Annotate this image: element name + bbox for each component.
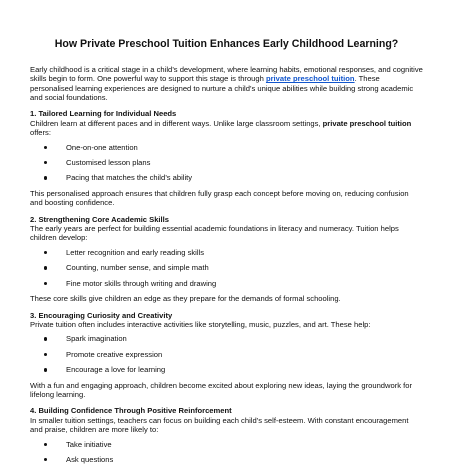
section-lead: Private tuition often includes interactive activities like storytelling, music, puzzles, and art. These help: bbox=[30, 319, 371, 329]
section-closing: With a fun and engaging approach, children become excited about exploring new ideas, laying the groundwork for lifelong learning. bbox=[30, 380, 413, 399]
list-item bbox=[66, 263, 423, 272]
section-heading: 2. Strengthening Core Academic Skills bbox=[30, 214, 169, 224]
list-item-text: Letter recognition and early reading skills bbox=[66, 247, 205, 257]
bullet-icon bbox=[44, 443, 47, 446]
bullet-icon bbox=[44, 337, 47, 340]
section-lead: In smaller tuition settings, teachers can focus on building each child’s self-esteem. With constant encouragement and praise, children are more likely to: bbox=[30, 415, 409, 435]
bullet-list bbox=[30, 248, 423, 288]
section-lead bbox=[30, 119, 423, 138]
section-heading: 1. Tailored Learning for Individual Needs bbox=[30, 109, 177, 119]
list-item-text: Fine motor skills through writing and drawing bbox=[66, 278, 217, 288]
list-item-text: Ask questions bbox=[66, 454, 114, 464]
lead-text-end: offers: bbox=[30, 128, 51, 138]
list-item bbox=[66, 350, 423, 359]
section-heading: 4. Building Confidence Through Positive Reinforcement bbox=[30, 406, 232, 416]
list-item bbox=[66, 279, 423, 288]
list-item-text: Counting, number sense, and simple math bbox=[66, 263, 209, 273]
bullet-list bbox=[30, 334, 423, 374]
bullet-icon bbox=[44, 353, 47, 356]
list-item bbox=[66, 440, 423, 449]
list-item-text: Customised lesson plans bbox=[66, 158, 151, 168]
intro-text-after: . These personalised learning experiences are designed to nurture a child’s unique abilities while building strong academic and social foundations. bbox=[30, 74, 414, 103]
section-3 bbox=[30, 311, 423, 400]
bullet-icon bbox=[44, 282, 47, 285]
bullet-list bbox=[30, 143, 423, 183]
list-item bbox=[66, 248, 423, 257]
bullet-icon bbox=[44, 146, 47, 149]
lead-text: Children learn at different paces and in different ways. Unlike large classroom settings, bbox=[30, 118, 323, 128]
section-4 bbox=[30, 406, 423, 464]
intro-text-before: Early childhood is a critical stage in a child’s development, where learning habits, emotional responses, and cognitive skills begin to form. One powerful way to support this stage is through bbox=[30, 64, 423, 84]
section-lead: The early years are perfect for building essential academic foundations in literacy and numeracy. Tuition helps children develop: bbox=[30, 224, 399, 243]
intro-link[interactable]: private preschool tuition bbox=[265, 74, 355, 84]
list-item bbox=[66, 173, 423, 182]
bullet-icon bbox=[44, 266, 47, 269]
bullet-icon bbox=[44, 176, 47, 179]
bullet-list bbox=[30, 440, 423, 464]
bullet-icon bbox=[44, 458, 47, 461]
list-item bbox=[66, 143, 423, 152]
list-item-text: Spark imagination bbox=[66, 334, 127, 344]
list-item-text: Pacing that matches the child’s ability bbox=[66, 173, 193, 183]
list-item bbox=[66, 334, 423, 343]
list-item bbox=[66, 455, 423, 464]
list-item-text: Take initiative bbox=[66, 439, 112, 449]
bullet-icon bbox=[44, 251, 47, 254]
document-title: How Private Preschool Tuition Enhances Early Childhood Learning? bbox=[54, 38, 399, 50]
section-1 bbox=[30, 109, 423, 207]
section-closing: These core skills give children an edge as they prepare for the demands of formal schooling. bbox=[30, 294, 341, 304]
list-item-text: Encourage a love for learning bbox=[66, 365, 166, 375]
bullet-icon bbox=[44, 161, 47, 164]
bullet-icon bbox=[44, 368, 47, 371]
list-item-text: Promote creative expression bbox=[66, 349, 163, 359]
lead-bold-text: private preschool tuition bbox=[322, 118, 412, 128]
section-closing: This personalised approach ensures that children fully grasp each concept before moving on, reducing confusion and boosting confidence. bbox=[30, 188, 409, 208]
list-item bbox=[66, 365, 423, 374]
intro-paragraph bbox=[30, 65, 423, 103]
list-item bbox=[66, 158, 423, 167]
list-item-text: One-on-one attention bbox=[66, 142, 138, 152]
section-heading: 3. Encouraging Curiosity and Creativity bbox=[30, 310, 173, 320]
section-2 bbox=[30, 215, 423, 304]
